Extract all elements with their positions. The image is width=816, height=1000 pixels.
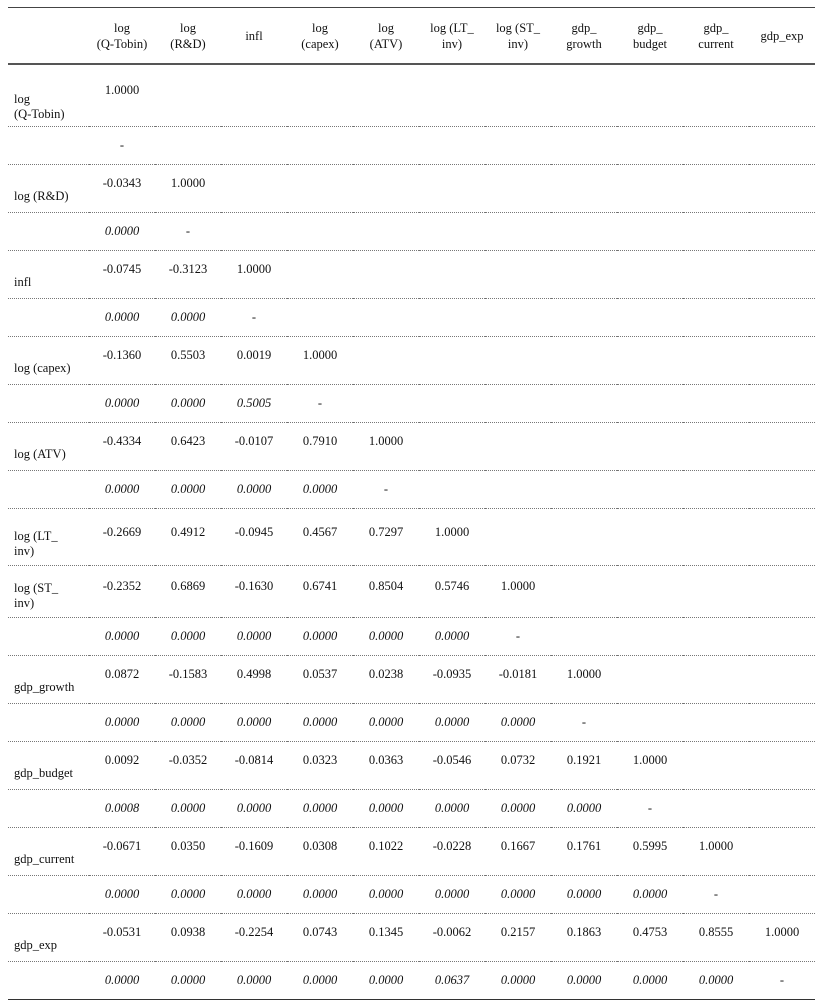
p-value-row bbox=[8, 704, 815, 742]
coefficient-cell bbox=[485, 423, 551, 471]
coefficient-cell bbox=[683, 566, 749, 618]
coefficient-cell: 0.4912 bbox=[155, 509, 221, 566]
coefficient-cell bbox=[221, 165, 287, 213]
coefficient-cell bbox=[353, 165, 419, 213]
coefficient-cell bbox=[419, 251, 485, 299]
coefficient-cell: 0.1667 bbox=[485, 828, 551, 876]
coefficient-cell bbox=[617, 423, 683, 471]
p-value-cell bbox=[749, 704, 815, 742]
coefficient-cell: -0.1360 bbox=[89, 337, 155, 385]
p-value-cell: 0.0000 bbox=[419, 790, 485, 828]
coefficient-cell: -0.2352 bbox=[89, 566, 155, 618]
p-value-cell: 0.0000 bbox=[353, 704, 419, 742]
p-value-cell: 0.0000 bbox=[419, 704, 485, 742]
empty-label-cell bbox=[8, 385, 89, 423]
p-value-row bbox=[8, 213, 815, 251]
p-value-cell: 0.0008 bbox=[89, 790, 155, 828]
coefficient-cell: 0.6869 bbox=[155, 566, 221, 618]
p-value-cell bbox=[749, 618, 815, 656]
p-value-cell: 0.0000 bbox=[155, 790, 221, 828]
correlation-row bbox=[8, 828, 815, 876]
coefficient-cell bbox=[683, 165, 749, 213]
coefficient-cell bbox=[485, 251, 551, 299]
column-header: gdp_ current bbox=[683, 8, 749, 65]
coefficient-cell bbox=[617, 509, 683, 566]
p-value-cell bbox=[749, 876, 815, 914]
coefficient-cell bbox=[683, 509, 749, 566]
p-value-cell: - bbox=[221, 299, 287, 337]
coefficient-cell: -0.0745 bbox=[89, 251, 155, 299]
p-value-cell bbox=[419, 471, 485, 509]
coefficient-cell bbox=[749, 656, 815, 704]
coefficient-cell bbox=[749, 64, 815, 127]
row-label: infl bbox=[8, 251, 89, 299]
row-label: gdp_budget bbox=[8, 742, 89, 790]
p-value-cell bbox=[485, 213, 551, 251]
coefficient-cell: 0.0872 bbox=[89, 656, 155, 704]
p-value-row bbox=[8, 127, 815, 165]
p-value-cell bbox=[617, 213, 683, 251]
p-value-cell bbox=[683, 127, 749, 165]
coefficient-cell: 0.0743 bbox=[287, 914, 353, 962]
p-value-cell: 0.0637 bbox=[419, 962, 485, 1000]
coefficient-cell bbox=[749, 165, 815, 213]
coefficient-cell: 0.5503 bbox=[155, 337, 221, 385]
row-label: log (ST_ inv) bbox=[8, 566, 89, 618]
coefficient-cell: 0.2157 bbox=[485, 914, 551, 962]
coefficient-cell bbox=[683, 423, 749, 471]
p-value-cell bbox=[617, 618, 683, 656]
p-value-cell: 0.0000 bbox=[287, 704, 353, 742]
row-label: log (capex) bbox=[8, 337, 89, 385]
p-value-cell: - bbox=[683, 876, 749, 914]
p-value-cell: 0.0000 bbox=[617, 962, 683, 1000]
p-value-cell: 0.0000 bbox=[485, 704, 551, 742]
coefficient-cell bbox=[683, 251, 749, 299]
p-value-cell bbox=[683, 299, 749, 337]
coefficient-cell bbox=[419, 423, 485, 471]
p-value-cell: 0.0000 bbox=[221, 962, 287, 1000]
coefficient-cell: -0.1609 bbox=[221, 828, 287, 876]
p-value-cell: 0.0000 bbox=[419, 618, 485, 656]
p-value-cell: 0.0000 bbox=[353, 618, 419, 656]
p-value-cell bbox=[551, 471, 617, 509]
p-value-cell: 0.0000 bbox=[89, 704, 155, 742]
coefficient-cell: 1.0000 bbox=[617, 742, 683, 790]
column-header: log (capex) bbox=[287, 8, 353, 65]
coefficient-cell: 0.5746 bbox=[419, 566, 485, 618]
header-row bbox=[8, 8, 815, 65]
p-value-cell bbox=[617, 127, 683, 165]
p-value-cell bbox=[485, 471, 551, 509]
p-value-cell: 0.0000 bbox=[221, 876, 287, 914]
p-value-row bbox=[8, 962, 815, 1000]
coefficient-cell: 0.4567 bbox=[287, 509, 353, 566]
correlation-row bbox=[8, 509, 815, 566]
p-value-cell: 0.0000 bbox=[287, 471, 353, 509]
column-header: log (R&D) bbox=[155, 8, 221, 65]
coefficient-cell: -0.0546 bbox=[419, 742, 485, 790]
coefficient-cell bbox=[419, 337, 485, 385]
coefficient-cell: 1.0000 bbox=[221, 251, 287, 299]
p-value-cell: 0.0000 bbox=[287, 876, 353, 914]
p-value-cell: 0.0000 bbox=[353, 876, 419, 914]
coefficient-cell: 0.7910 bbox=[287, 423, 353, 471]
p-value-cell bbox=[551, 385, 617, 423]
coefficient-cell: 0.0537 bbox=[287, 656, 353, 704]
p-value-row bbox=[8, 385, 815, 423]
row-label: log (LT_ inv) bbox=[8, 509, 89, 566]
p-value-cell: 0.0000 bbox=[287, 790, 353, 828]
coefficient-cell: 0.7297 bbox=[353, 509, 419, 566]
coefficient-cell bbox=[749, 509, 815, 566]
coefficient-cell bbox=[353, 337, 419, 385]
p-value-cell bbox=[287, 299, 353, 337]
coefficient-cell: -0.0814 bbox=[221, 742, 287, 790]
p-value-cell bbox=[551, 618, 617, 656]
coefficient-cell: 0.6741 bbox=[287, 566, 353, 618]
p-value-cell bbox=[551, 299, 617, 337]
p-value-cell: 0.0000 bbox=[353, 790, 419, 828]
p-value-cell bbox=[551, 127, 617, 165]
coefficient-cell bbox=[617, 165, 683, 213]
row-label: gdp_growth bbox=[8, 656, 89, 704]
p-value-cell: 0.0000 bbox=[617, 876, 683, 914]
coefficient-cell bbox=[419, 165, 485, 213]
p-value-cell bbox=[485, 127, 551, 165]
p-value-row bbox=[8, 471, 815, 509]
coefficient-cell bbox=[683, 742, 749, 790]
coefficient-cell: -0.1630 bbox=[221, 566, 287, 618]
column-header: infl bbox=[221, 8, 287, 65]
coefficient-cell: -0.0352 bbox=[155, 742, 221, 790]
coefficient-cell: 0.1921 bbox=[551, 742, 617, 790]
p-value-cell bbox=[749, 127, 815, 165]
p-value-cell bbox=[551, 213, 617, 251]
p-value-cell: 0.0000 bbox=[221, 704, 287, 742]
correlation-row bbox=[8, 423, 815, 471]
coefficient-cell: -0.0935 bbox=[419, 656, 485, 704]
p-value-cell: 0.0000 bbox=[89, 385, 155, 423]
p-value-cell: 0.0000 bbox=[89, 876, 155, 914]
p-value-cell bbox=[749, 385, 815, 423]
coefficient-cell: 1.0000 bbox=[419, 509, 485, 566]
p-value-cell: 0.0000 bbox=[155, 385, 221, 423]
correlation-row bbox=[8, 742, 815, 790]
column-header: log (Q-Tobin) bbox=[89, 8, 155, 65]
p-value-cell bbox=[419, 213, 485, 251]
coefficient-cell: 1.0000 bbox=[155, 165, 221, 213]
empty-label-cell bbox=[8, 299, 89, 337]
p-value-cell: 0.5005 bbox=[221, 385, 287, 423]
column-header: log (LT_ inv) bbox=[419, 8, 485, 65]
correlation-row bbox=[8, 914, 815, 962]
p-value-cell: - bbox=[287, 385, 353, 423]
coefficient-cell: 0.0350 bbox=[155, 828, 221, 876]
p-value-cell: 0.0000 bbox=[485, 962, 551, 1000]
column-header: log (ST_ inv) bbox=[485, 8, 551, 65]
coefficient-cell: 1.0000 bbox=[485, 566, 551, 618]
p-value-cell bbox=[419, 127, 485, 165]
coefficient-cell bbox=[749, 251, 815, 299]
coefficient-cell: 0.1863 bbox=[551, 914, 617, 962]
coefficient-cell: -0.3123 bbox=[155, 251, 221, 299]
coefficient-cell bbox=[683, 337, 749, 385]
coefficient-cell bbox=[287, 64, 353, 127]
empty-label-cell bbox=[8, 962, 89, 1000]
correlation-row bbox=[8, 251, 815, 299]
coefficient-cell: 1.0000 bbox=[683, 828, 749, 876]
correlation-row bbox=[8, 165, 815, 213]
coefficient-cell bbox=[683, 656, 749, 704]
coefficient-cell bbox=[353, 64, 419, 127]
p-value-cell: 0.0000 bbox=[683, 962, 749, 1000]
column-header: gdp_ growth bbox=[551, 8, 617, 65]
coefficient-cell: 1.0000 bbox=[749, 914, 815, 962]
coefficient-cell: 0.0363 bbox=[353, 742, 419, 790]
correlation-row bbox=[8, 337, 815, 385]
row-label: log (R&D) bbox=[8, 165, 89, 213]
coefficient-cell bbox=[485, 64, 551, 127]
coefficient-cell bbox=[221, 64, 287, 127]
correlation-row bbox=[8, 566, 815, 618]
coefficient-cell: 0.8555 bbox=[683, 914, 749, 962]
p-value-cell: - bbox=[155, 213, 221, 251]
p-value-cell: 0.0000 bbox=[353, 962, 419, 1000]
coefficient-cell bbox=[551, 566, 617, 618]
p-value-cell bbox=[617, 471, 683, 509]
coefficient-cell: -0.0107 bbox=[221, 423, 287, 471]
coefficient-cell bbox=[353, 251, 419, 299]
coefficient-cell: 0.1761 bbox=[551, 828, 617, 876]
p-value-cell bbox=[353, 299, 419, 337]
p-value-cell: 0.0000 bbox=[551, 962, 617, 1000]
p-value-cell bbox=[221, 213, 287, 251]
coefficient-cell: 0.8504 bbox=[353, 566, 419, 618]
p-value-cell bbox=[683, 790, 749, 828]
p-value-cell: 0.0000 bbox=[221, 618, 287, 656]
p-value-cell bbox=[683, 471, 749, 509]
coefficient-cell: 0.0092 bbox=[89, 742, 155, 790]
p-value-cell bbox=[287, 213, 353, 251]
coefficient-cell bbox=[749, 337, 815, 385]
coefficient-cell bbox=[749, 742, 815, 790]
coefficient-cell: 0.0019 bbox=[221, 337, 287, 385]
p-value-cell: 0.0000 bbox=[155, 704, 221, 742]
p-value-cell: 0.0000 bbox=[485, 790, 551, 828]
p-value-cell: 0.0000 bbox=[155, 876, 221, 914]
coefficient-cell: 0.0938 bbox=[155, 914, 221, 962]
coefficient-cell bbox=[749, 566, 815, 618]
p-value-cell: 0.0000 bbox=[89, 299, 155, 337]
p-value-row bbox=[8, 299, 815, 337]
p-value-cell: 0.0000 bbox=[89, 618, 155, 656]
coefficient-cell: -0.1583 bbox=[155, 656, 221, 704]
column-header: gdp_exp bbox=[749, 8, 815, 65]
coefficient-cell bbox=[551, 251, 617, 299]
p-value-cell: 0.0000 bbox=[89, 213, 155, 251]
coefficient-cell: 0.4753 bbox=[617, 914, 683, 962]
p-value-cell: 0.0000 bbox=[485, 876, 551, 914]
coefficient-cell: -0.0671 bbox=[89, 828, 155, 876]
p-value-cell: 0.0000 bbox=[155, 471, 221, 509]
p-value-cell bbox=[155, 127, 221, 165]
coefficient-cell: -0.0228 bbox=[419, 828, 485, 876]
p-value-cell: - bbox=[485, 618, 551, 656]
coefficient-cell: -0.0181 bbox=[485, 656, 551, 704]
empty-label-cell bbox=[8, 127, 89, 165]
empty-label-cell bbox=[8, 704, 89, 742]
coefficient-cell bbox=[485, 509, 551, 566]
p-value-cell: 0.0000 bbox=[221, 471, 287, 509]
p-value-cell: - bbox=[749, 962, 815, 1000]
p-value-cell: 0.0000 bbox=[155, 618, 221, 656]
coefficient-cell: 1.0000 bbox=[287, 337, 353, 385]
coefficient-cell bbox=[551, 64, 617, 127]
row-label: log (ATV) bbox=[8, 423, 89, 471]
coefficient-cell: -0.2254 bbox=[221, 914, 287, 962]
p-value-cell: - bbox=[617, 790, 683, 828]
p-value-cell: - bbox=[551, 704, 617, 742]
p-value-cell bbox=[419, 385, 485, 423]
p-value-cell bbox=[419, 299, 485, 337]
coefficient-cell: 0.5995 bbox=[617, 828, 683, 876]
coefficient-cell: 0.6423 bbox=[155, 423, 221, 471]
p-value-cell: 0.0000 bbox=[89, 962, 155, 1000]
coefficient-cell bbox=[551, 337, 617, 385]
correlation-matrix-table bbox=[8, 7, 815, 1000]
row-label: gdp_exp bbox=[8, 914, 89, 962]
correlation-row bbox=[8, 656, 815, 704]
p-value-cell: 0.0000 bbox=[89, 471, 155, 509]
column-header: gdp_ budget bbox=[617, 8, 683, 65]
coefficient-cell: 1.0000 bbox=[353, 423, 419, 471]
coefficient-cell bbox=[617, 64, 683, 127]
p-value-cell bbox=[485, 299, 551, 337]
coefficient-cell bbox=[551, 423, 617, 471]
p-value-row bbox=[8, 618, 815, 656]
coefficient-cell bbox=[551, 509, 617, 566]
p-value-cell bbox=[353, 213, 419, 251]
p-value-cell: 0.0000 bbox=[155, 962, 221, 1000]
p-value-row bbox=[8, 876, 815, 914]
coefficient-cell bbox=[485, 337, 551, 385]
p-value-cell bbox=[749, 471, 815, 509]
coefficient-cell bbox=[551, 165, 617, 213]
coefficient-cell: -0.0945 bbox=[221, 509, 287, 566]
p-value-cell bbox=[221, 127, 287, 165]
coefficient-cell bbox=[617, 566, 683, 618]
coefficient-cell: 0.1345 bbox=[353, 914, 419, 962]
p-value-cell bbox=[353, 385, 419, 423]
p-value-cell: 0.0000 bbox=[221, 790, 287, 828]
p-value-cell bbox=[287, 127, 353, 165]
p-value-cell bbox=[683, 213, 749, 251]
coefficient-cell: -0.0062 bbox=[419, 914, 485, 962]
coefficient-cell bbox=[617, 251, 683, 299]
coefficient-cell: 0.0238 bbox=[353, 656, 419, 704]
column-header: log (ATV) bbox=[353, 8, 419, 65]
coefficient-cell: 1.0000 bbox=[551, 656, 617, 704]
p-value-cell bbox=[749, 299, 815, 337]
coefficient-cell bbox=[749, 423, 815, 471]
coefficient-cell: -0.0343 bbox=[89, 165, 155, 213]
empty-label-cell bbox=[8, 790, 89, 828]
coefficient-cell: 0.1022 bbox=[353, 828, 419, 876]
p-value-cell bbox=[617, 299, 683, 337]
empty-label-cell bbox=[8, 213, 89, 251]
coefficient-cell: 0.0323 bbox=[287, 742, 353, 790]
coefficient-cell: 0.0732 bbox=[485, 742, 551, 790]
p-value-cell: 0.0000 bbox=[287, 962, 353, 1000]
empty-label-cell bbox=[8, 471, 89, 509]
p-value-cell bbox=[683, 704, 749, 742]
p-value-cell: - bbox=[89, 127, 155, 165]
p-value-cell bbox=[749, 790, 815, 828]
empty-label-cell bbox=[8, 618, 89, 656]
coefficient-cell: -0.2669 bbox=[89, 509, 155, 566]
p-value-cell: 0.0000 bbox=[155, 299, 221, 337]
coefficient-cell bbox=[617, 337, 683, 385]
p-value-row bbox=[8, 790, 815, 828]
p-value-cell bbox=[353, 127, 419, 165]
p-value-cell: 0.0000 bbox=[287, 618, 353, 656]
p-value-cell bbox=[749, 213, 815, 251]
p-value-cell bbox=[485, 385, 551, 423]
coefficient-cell bbox=[287, 251, 353, 299]
p-value-cell: 0.0000 bbox=[419, 876, 485, 914]
p-value-cell bbox=[617, 704, 683, 742]
coefficient-cell bbox=[287, 165, 353, 213]
correlation-row bbox=[8, 64, 815, 127]
coefficient-cell: 0.4998 bbox=[221, 656, 287, 704]
coefficient-cell: -0.0531 bbox=[89, 914, 155, 962]
row-label: gdp_current bbox=[8, 828, 89, 876]
coefficient-cell: 1.0000 bbox=[89, 64, 155, 127]
corner-cell bbox=[8, 8, 89, 65]
row-label: log (Q-Tobin) bbox=[8, 64, 89, 127]
coefficient-cell bbox=[683, 64, 749, 127]
empty-label-cell bbox=[8, 876, 89, 914]
coefficient-cell bbox=[155, 64, 221, 127]
p-value-cell bbox=[683, 385, 749, 423]
coefficient-cell bbox=[485, 165, 551, 213]
coefficient-cell bbox=[617, 656, 683, 704]
p-value-cell: 0.0000 bbox=[551, 790, 617, 828]
coefficient-cell: -0.4334 bbox=[89, 423, 155, 471]
p-value-cell bbox=[617, 385, 683, 423]
p-value-cell bbox=[683, 618, 749, 656]
p-value-cell: - bbox=[353, 471, 419, 509]
p-value-cell: 0.0000 bbox=[551, 876, 617, 914]
coefficient-cell bbox=[419, 64, 485, 127]
coefficient-cell: 0.0308 bbox=[287, 828, 353, 876]
coefficient-cell bbox=[749, 828, 815, 876]
